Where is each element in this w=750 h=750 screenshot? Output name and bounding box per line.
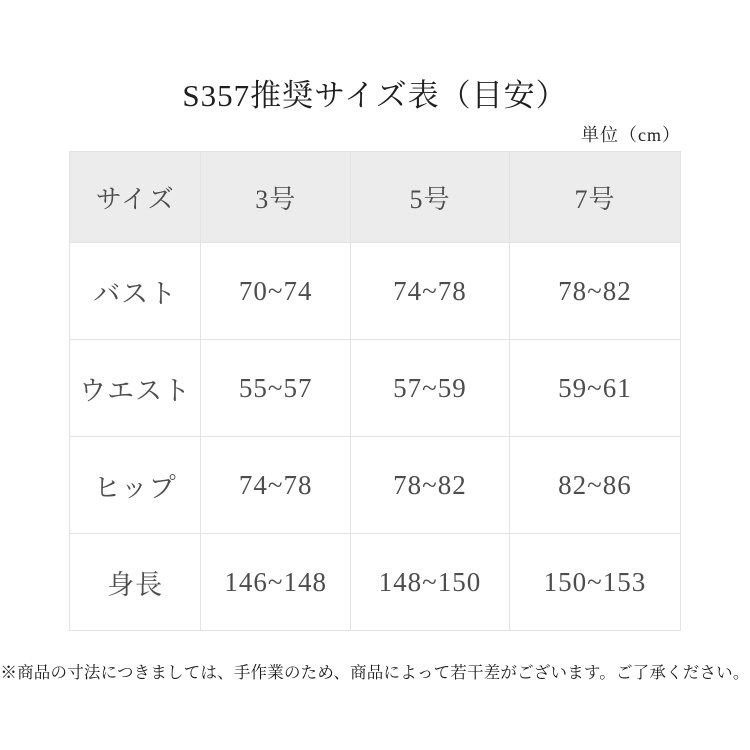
- value-cell: 78~82: [351, 437, 510, 534]
- value-cell: 57~59: [351, 340, 510, 437]
- value-cell: 148~150: [351, 534, 510, 631]
- value-cell: 146~148: [201, 534, 351, 631]
- value-cell: 78~82: [509, 243, 680, 340]
- column-header-size7: 7号: [509, 152, 680, 243]
- value-cell: 55~57: [201, 340, 351, 437]
- column-header-size5: 5号: [351, 152, 510, 243]
- footnote: ※商品の寸法につきましては、手作業のため、商品によって若干差がございます。ご了承ください。: [0, 663, 750, 682]
- page-title: S357推奨サイズ表（目安）: [182, 78, 568, 113]
- unit-label: 単位（cm）: [581, 125, 681, 145]
- value-cell: 59~61: [509, 340, 680, 437]
- value-cell: 70~74: [201, 243, 351, 340]
- row-label-bust: バスト: [70, 243, 201, 340]
- column-header-size: サイズ: [70, 152, 201, 243]
- size-table: [69, 151, 681, 631]
- row-label-waist: ウエスト: [70, 340, 201, 437]
- column-header-size3: 3号: [201, 152, 351, 243]
- table-header-row: [70, 152, 681, 243]
- value-cell: 150~153: [509, 534, 680, 631]
- row-label-hip: ヒップ: [70, 437, 201, 534]
- table-row-bust: [70, 243, 681, 340]
- value-cell: 74~78: [201, 437, 351, 534]
- table-row-hip: [70, 437, 681, 534]
- value-cell: 74~78: [351, 243, 510, 340]
- row-label-height: 身長: [70, 534, 201, 631]
- table-row-height: [70, 534, 681, 631]
- table-row-waist: [70, 340, 681, 437]
- value-cell: 82~86: [509, 437, 680, 534]
